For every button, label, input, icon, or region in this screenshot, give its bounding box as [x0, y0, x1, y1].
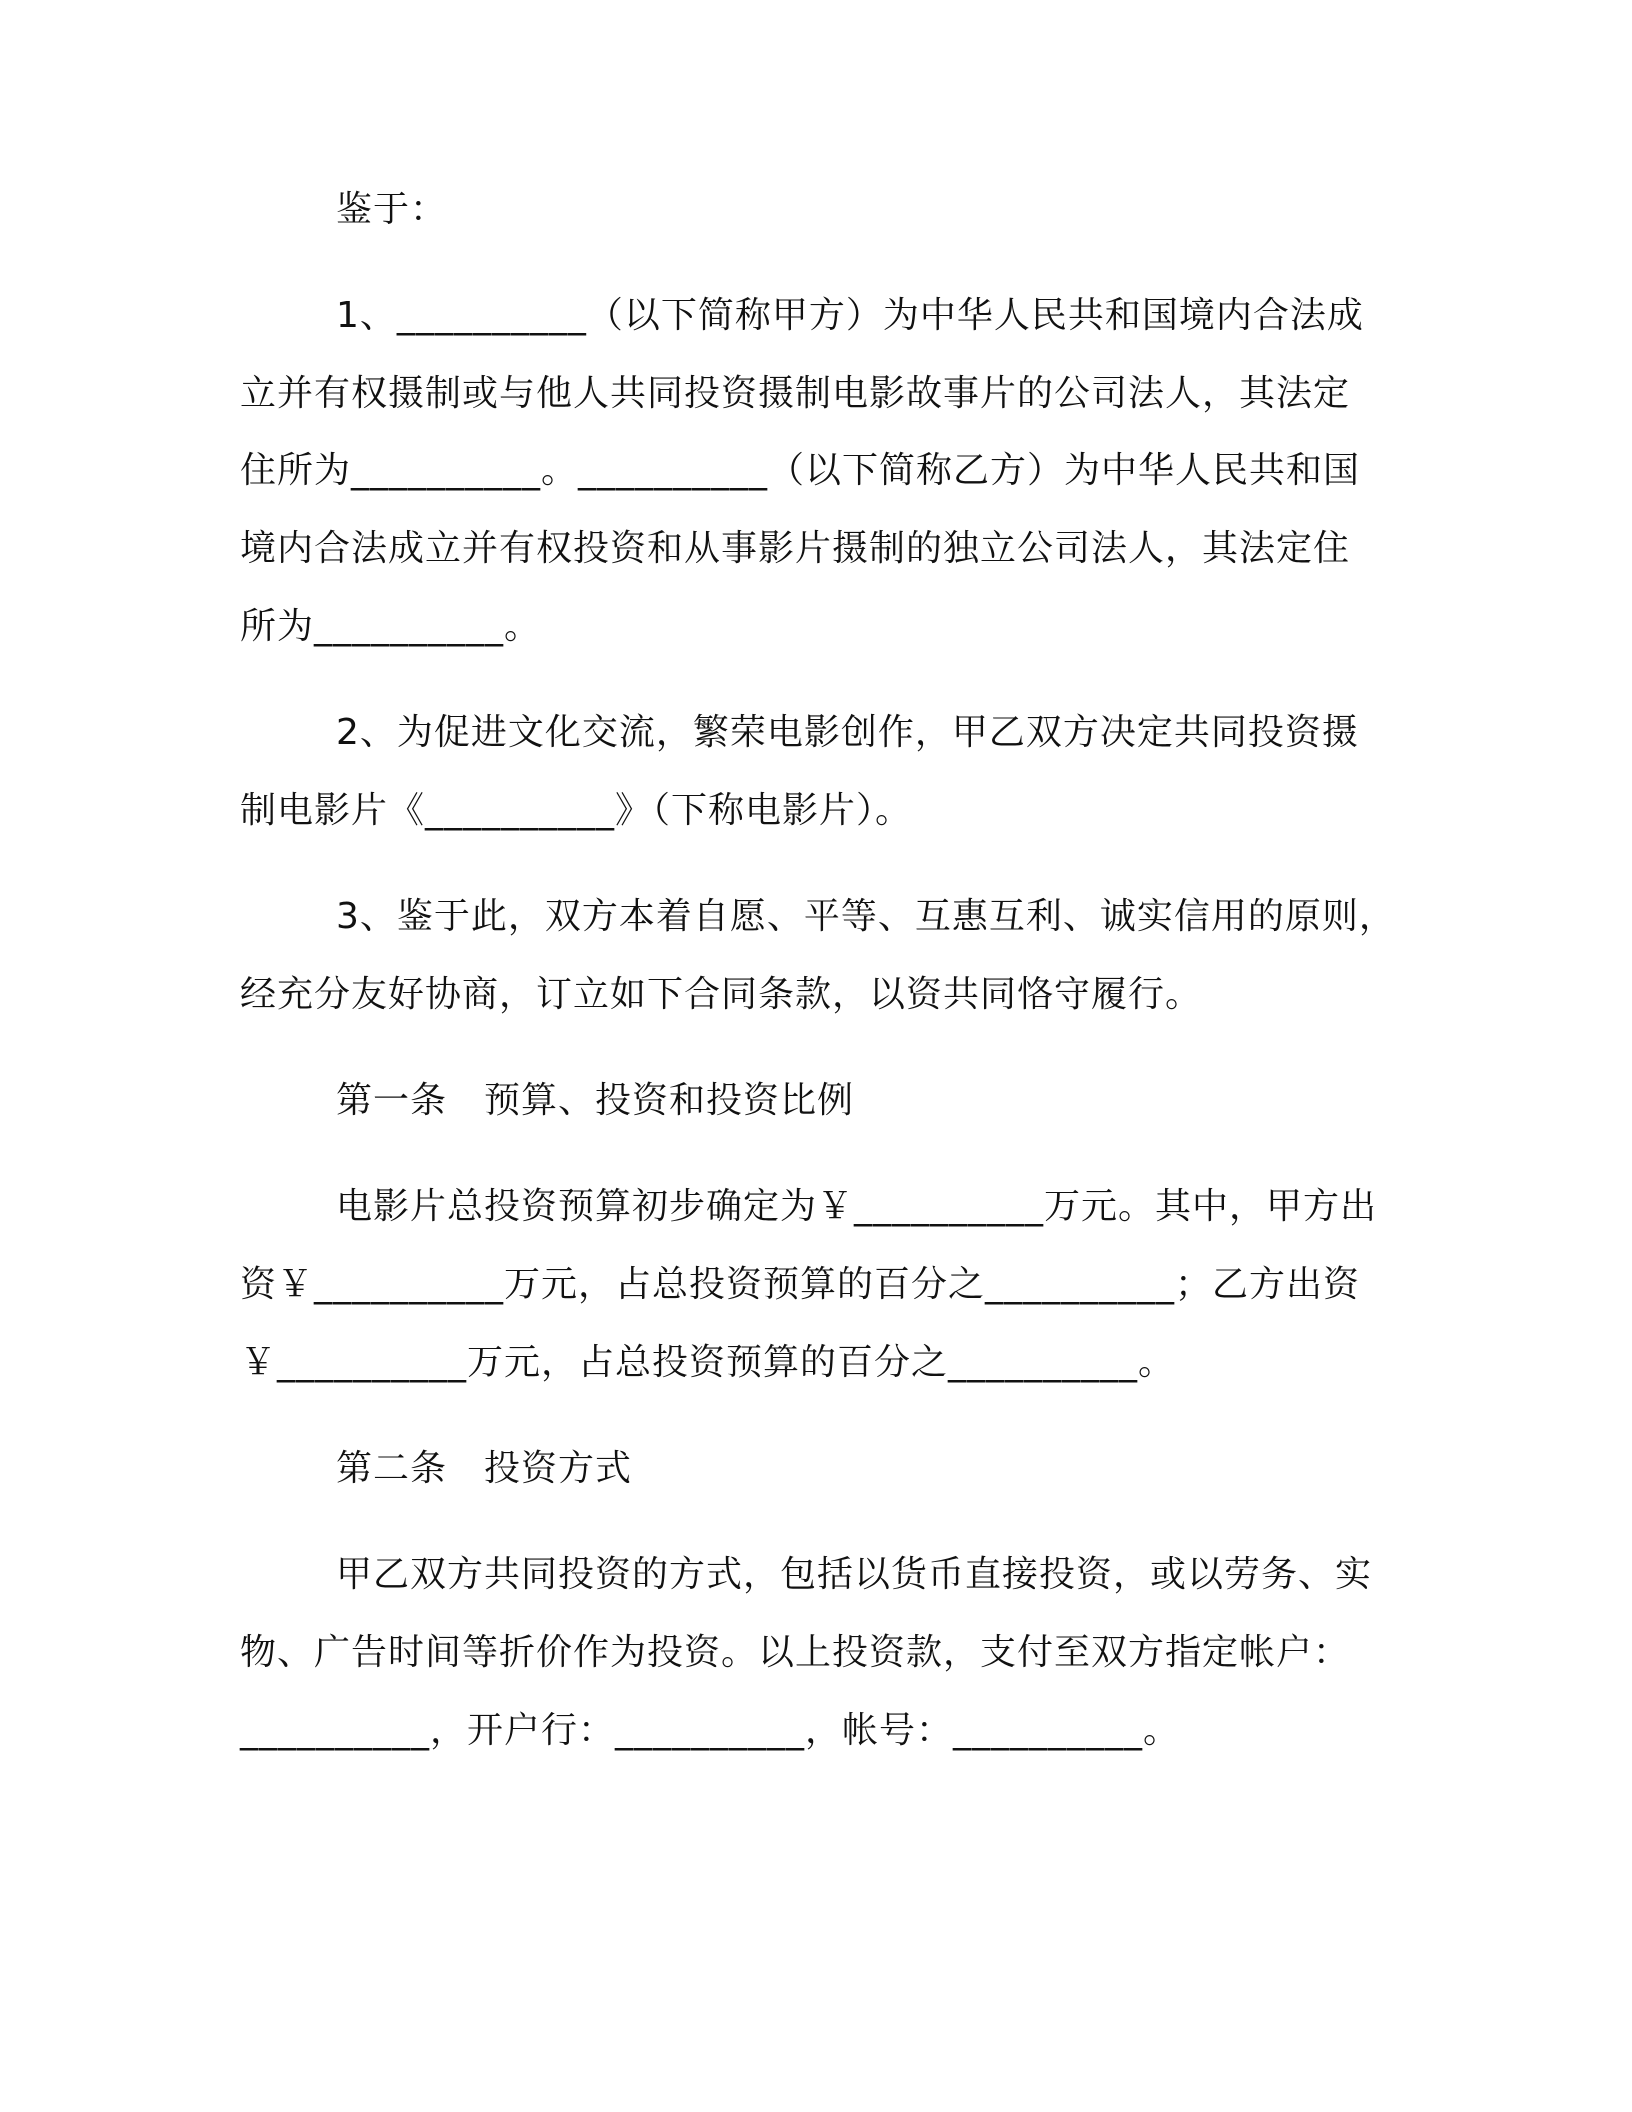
clause-2-line-2: 制电影片《__________》（下称电影片）。	[240, 790, 913, 831]
clause-1-line-3: 住所为__________。__________（以下简称乙方）为中华人民共和国	[240, 450, 1361, 491]
article-2-line-1: 甲乙双方共同投资的方式，包括以货币直接投资，或以劳务、实	[336, 1554, 1373, 1595]
clause-1-line-2: 立并有权摄制或与他人共同投资摄制电影故事片的公司法人，其法定	[240, 373, 1351, 414]
clause-1-line-4: 境内合法成立并有权投资和从事影片摄制的独立公司法人，其法定住	[240, 528, 1351, 569]
clause-1-line-5: 所为__________。	[240, 606, 542, 647]
article-2-line-2: 物、广告时间等折价作为投资。以上投资款，支付至双方指定帐户：	[240, 1632, 1351, 1673]
article-2-line-3: __________，开户行：__________，帐号：__________。	[240, 1710, 1181, 1751]
clause-3-line-2: 经充分友好协商，订立如下合同条款，以资共同恪守履行。	[240, 974, 1203, 1015]
contract-body	[240, 186, 1396, 1755]
clause-1-line-1: 1、__________（以下简称甲方）为中华人民共和国境内合法成	[336, 295, 1364, 336]
article-2-heading: 第二条 投资方式	[336, 1448, 633, 1489]
article-1-line-1: 电影片总投资预算初步确定为￥__________万元。其中，甲方出	[336, 1186, 1378, 1227]
clause-2-line-1: 2、为促进文化交流，繁荣电影创作，甲乙双方决定共同投资摄	[336, 712, 1359, 753]
article-1-heading: 第一条 预算、投资和投资比例	[336, 1080, 855, 1121]
preamble-heading: 鉴于：	[336, 189, 448, 230]
article-1-line-2: 资￥__________万元，占总投资预算的百分之__________；乙方出资	[240, 1264, 1361, 1305]
clause-3-line-1: 3、鉴于此，双方本着自愿、平等、互惠互利、诚实信用的原则，	[336, 896, 1396, 937]
article-1-line-3: ￥__________万元，占总投资预算的百分之__________。	[240, 1342, 1176, 1383]
